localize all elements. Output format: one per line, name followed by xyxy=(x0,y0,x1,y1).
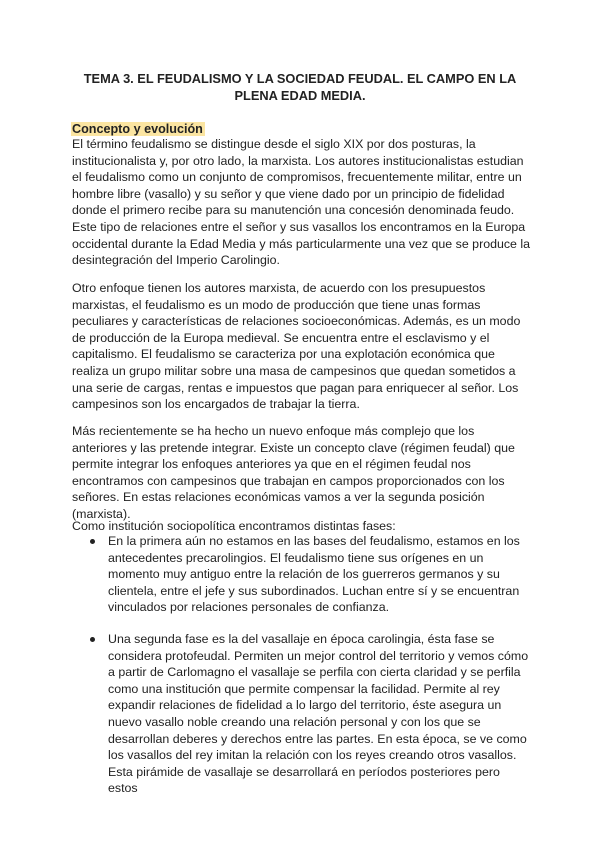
phase-list-second xyxy=(72,631,532,797)
section-heading-highlight: Concepto y evolución xyxy=(72,122,203,136)
paragraph-enfoque-reciente: Más recientemente se ha hecho un nuevo enfoque más complejo que los anteriores y las pretende integrar. Existe un concepto clave (régimen feudal) que permite integrar los enfoques anteriores ya que en el régimen feudal nos encontramos con campesinos que trabajan en campos proporcionados con los señores. En estas relaciones económicas vamos a ver la segunda posición (marxista). xyxy=(72,424,515,521)
paragraph-institucionalista: El término feudalismo se distingue desde el siglo XIX por dos posturas, la institucionalista y, por otro lado, la marxista. Los autores institucionalistas estudian el feudalismo como un conjunto de compromisos, frecuentemente militar, entre un hombre libre (vasallo) y su señor y que viene dado por un principio de fidelidad donde el primero recibe para su manutención una concesión denominada feudo. Este tipo de relaciones entre el señor y sus vasallos los encontramos en la Europa occidental durante la Edad Media y más particularmente una vez que se produce la desintegración del Imperio Carolingio. xyxy=(72,137,531,268)
list-item: Una segunda fase es la del vasallaje en época carolingia, ésta fase se considera protofeudal. Permiten un mejor control del territorio y vemos cómo a partir de Carlomagno el vasallaje se perfila con cierta claridad y se perfila como una institución que permite compensar la facilidad. Permite al rey expandir relaciones de fidelidad a lo largo del territorio, éste asegura un nuevo vasallo noble creando una relación personal y con los que se desarrollan deberes y derechos entre las partes. En esta época, se ve como los vasallos del rey imitan la relación con los reyes creando otros vasallos. Esta pirámide de vasallaje se desarrollará en períodos posteriores pero estos xyxy=(72,631,532,797)
paragraph-marxista: Otro enfoque tienen los autores marxista, de acuerdo con los presupuestos marxistas, el feudalismo es un modo de producción que tiene unas formas peculiares y características de relaciones socioeconómicas. Además, es un modo de producción de la Europa medieval. Se encuentra entre el esclavismo y el capitalismo. El feudalismo se caracteriza por una explotación económica que realiza un grupo militar sobre una masa de campesinos que quedan sometidos a una serie de cargas, rentas e impuestos que pagan para enriquecer al señor. Los campesinos son los encargados de trabajar la tierra. xyxy=(72,281,521,412)
section-heading xyxy=(71,121,205,137)
document-title: TEMA 3. EL FEUDALISMO Y LA SOCIEDAD FEUDAL. EL CAMPO EN LA PLENA EDAD MEDIA. xyxy=(83,71,517,103)
paragraph-fases-intro: Como institución sociopolítica encontramos distintas fases: xyxy=(72,519,396,533)
list-item: En la primera aún no estamos en las bases del feudalismo, estamos en los antecedentes precarolingios. El feudalismo tiene sus orígenes en un momento muy antiguo entre la relación de los guerreros germanos y su clientela, entre el jefe y sus subordinados. Luchan entre sí y se encuentran vinculados por relaciones personales de confianza. xyxy=(72,533,532,616)
phase-list-first xyxy=(72,533,532,616)
